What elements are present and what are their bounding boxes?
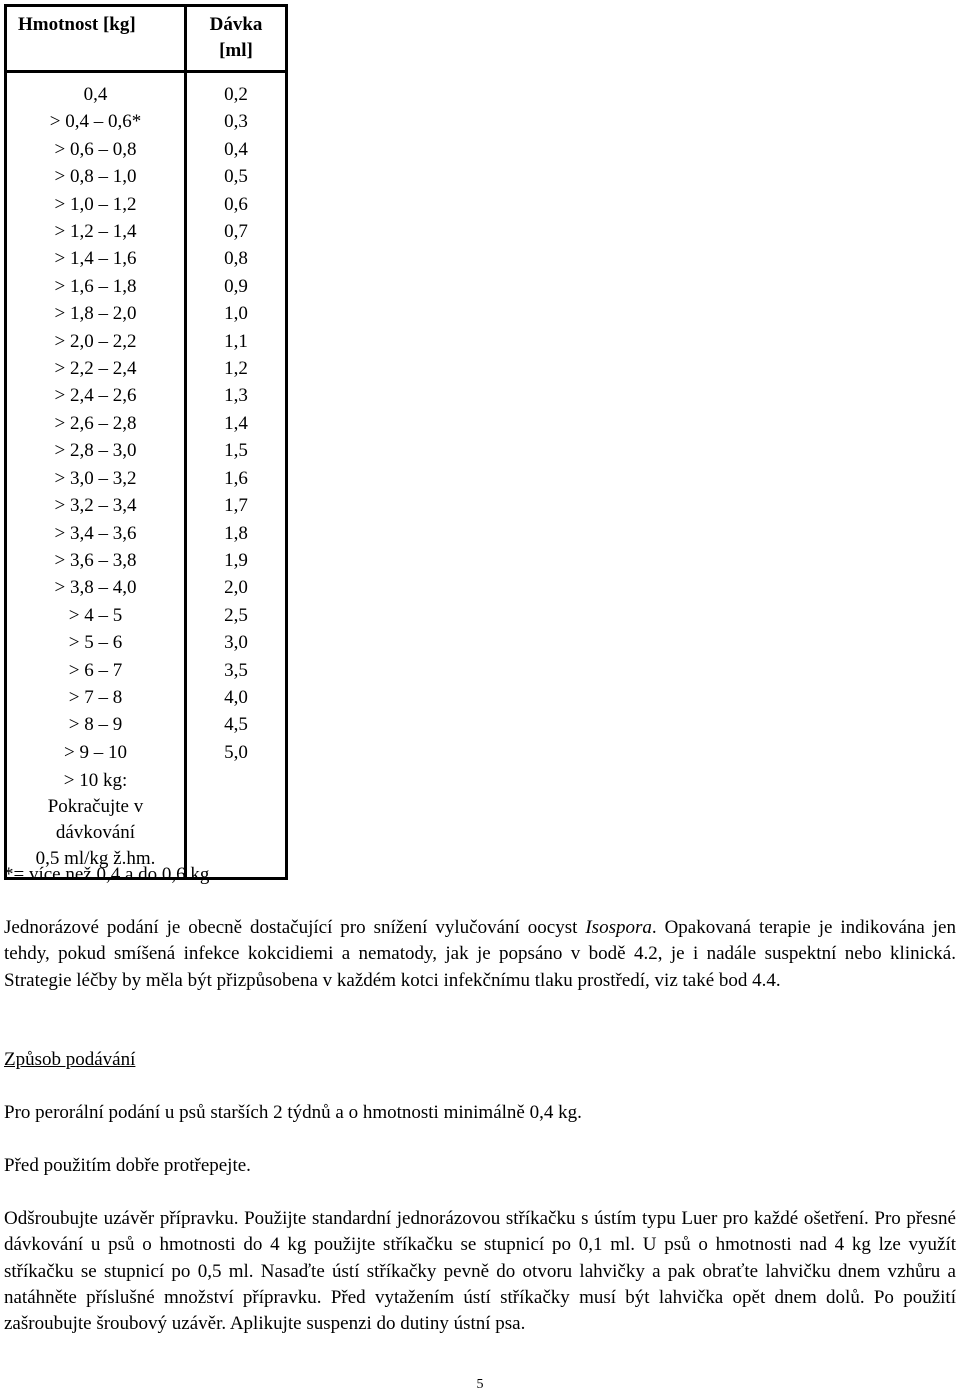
weight-cell: > 1,4 – 1,6 <box>54 248 137 270</box>
over-10kg-line1: > 10 kg: <box>63 770 128 792</box>
weight-cell: > 1,8 – 2,0 <box>54 303 137 325</box>
dosing-table <box>4 4 288 880</box>
table-row <box>6 300 287 327</box>
header-dose <box>186 6 287 72</box>
weight-cell: > 0,8 – 1,0 <box>54 166 137 188</box>
table-row <box>6 574 287 601</box>
paragraph-oral: Pro perorální podání u psů starších 2 týdnů a o hmotnosti minimálně 0,4 kg. <box>4 1102 582 1123</box>
weight-cell: > 1,0 – 1,2 <box>54 193 137 215</box>
dose-cell: 0,9 <box>186 273 287 300</box>
table-row <box>6 355 287 382</box>
table-body <box>6 72 287 879</box>
table-row <box>6 520 287 547</box>
dose-cell: 1,6 <box>186 465 287 492</box>
dose-cell: 4,5 <box>186 711 287 738</box>
dose-cell: 1,4 <box>186 410 287 437</box>
weight-cell: > 2,4 – 2,6 <box>54 385 137 407</box>
weight-cell: > 4 – 5 <box>68 604 123 626</box>
header-dose-line1: Dávka <box>209 14 263 35</box>
table-row <box>6 684 287 711</box>
dose-cell: 0,5 <box>186 163 287 190</box>
weight-cell: > 2,6 – 2,8 <box>54 412 137 434</box>
paragraph-shake: Před použitím dobře protřepejte. <box>4 1155 251 1176</box>
dose-cell: 1,1 <box>186 328 287 355</box>
dose-cell: 1,2 <box>186 355 287 382</box>
table-row <box>6 739 287 766</box>
dose-cell: 1,7 <box>186 492 287 519</box>
table-row <box>6 328 287 355</box>
over-10kg-line2: Pokračujte v dávkování <box>47 796 144 844</box>
dose-cell: 0,2 <box>186 72 287 109</box>
page-number: 5 <box>476 1377 484 1392</box>
weight-cell: > 3,4 – 3,6 <box>54 522 137 544</box>
dose-cell: 2,0 <box>186 574 287 601</box>
dose-cell: 0,8 <box>186 245 287 272</box>
dose-cell: 1,9 <box>186 547 287 574</box>
table-row <box>6 72 287 109</box>
dose-cell: 1,3 <box>186 382 287 409</box>
header-weight: Hmotnost [kg] <box>6 6 186 72</box>
table-row <box>6 547 287 574</box>
weight-cell: > 3,6 – 3,8 <box>54 549 137 571</box>
dose-cell: 3,0 <box>186 629 287 656</box>
table-row <box>6 218 287 245</box>
weight-cell: > 7 – 8 <box>68 686 123 708</box>
section-heading: Způsob podávání <box>4 1049 136 1070</box>
weight-cell: > 2,0 – 2,2 <box>54 330 137 352</box>
table-row <box>6 382 287 409</box>
weight-cell: > 3,0 – 3,2 <box>54 467 137 489</box>
weight-cell: 0,4 <box>83 84 108 105</box>
weight-cell: > 6 – 7 <box>68 659 123 681</box>
table-row <box>6 108 287 135</box>
footnote: *= více než 0,4 a do 0,6 kg <box>4 864 210 885</box>
dose-cell: 0,4 <box>186 136 287 163</box>
dose-cell: 0,7 <box>186 218 287 245</box>
para1-italic-isospora: Isospora <box>585 917 652 938</box>
table-row <box>6 711 287 738</box>
weight-cell: > 2,2 – 2,4 <box>54 358 137 380</box>
para1-text-end: . Opakovaná terapie je indikována jen tehdy, pokud smíšená infekce kokcidiemi a nematody, jak je popsáno v bodě 4.2, je i nadále suspektní nebo klinická. Strategie léčby by měla být přizpůsobena v každém kotci infekčnímu tlaku prostředí, viz také bod 4.4. <box>4 917 956 991</box>
dose-cell: 0,6 <box>186 191 287 218</box>
weight-cell: > 3,8 – 4,0 <box>54 577 137 599</box>
table-row <box>6 191 287 218</box>
dose-cell: 4,0 <box>186 684 287 711</box>
dose-cell: 3,5 <box>186 657 287 684</box>
weight-cell: > 1,2 – 1,4 <box>54 221 137 243</box>
dose-cell: 0,3 <box>186 108 287 135</box>
dose-cell: 1,5 <box>186 437 287 464</box>
dose-cell: 1,0 <box>186 300 287 327</box>
weight-cell: > 0,4 – 0,6* <box>49 111 142 133</box>
header-dose-line2: [ml] <box>219 40 253 61</box>
table-row <box>6 437 287 464</box>
weight-cell: > 5 – 6 <box>68 632 123 654</box>
table-row <box>6 273 287 300</box>
table-header-row <box>6 6 287 72</box>
table-row <box>6 602 287 629</box>
table-row <box>6 245 287 272</box>
table-row <box>6 410 287 437</box>
table-row <box>6 657 287 684</box>
weight-cell: > 8 – 9 <box>68 714 123 736</box>
weight-cell: > 1,6 – 1,8 <box>54 275 137 297</box>
weight-cell: > 0,6 – 0,8 <box>54 138 137 160</box>
table-row <box>6 163 287 190</box>
dose-cell: 5,0 <box>186 739 287 766</box>
weight-cell: > 2,8 – 3,0 <box>54 440 137 462</box>
paragraph-instructions: Odšroubujte uzávěr přípravku. Použijte standardní jednorázovou stříkačku s ústím typu Luer pro každé ošetření. Pro přesné dávkování u psů o hmotnosti do 4 kg použijte stříkačku se stupnicí po 0,1 ml. U psů o hmotnosti nad 4 kg lze využít stříkačku se stupnicí po 0,5 ml. Nasaďte ústí stříkačky pevně do otvoru lahvičky a pak obraťte lahvičku dnem vzhůru a natáhněte příslušné množství přípravku. Před vytažením ústí stříkačky musí být lahvička opět dnem dolů. Po použití zašroubujte šroubový uzávěr. Aplikujte suspenzi do dutiny ústní psa. <box>4 1208 956 1335</box>
table-row <box>6 136 287 163</box>
weight-cell: > 3,2 – 3,4 <box>54 495 137 517</box>
dose-cell: 1,8 <box>186 520 287 547</box>
paragraph-treatment <box>4 915 956 994</box>
table-row <box>6 629 287 656</box>
weight-cell: > 9 – 10 <box>64 741 127 763</box>
table-row <box>6 465 287 492</box>
over-10kg-line3: 0,5 ml/kg ž.hm. <box>35 848 156 870</box>
dose-cell: 2,5 <box>186 602 287 629</box>
table-row <box>6 492 287 519</box>
para1-text-start: Jednorázové podání je obecně dostačující pro snížení vylučování oocyst <box>4 917 586 938</box>
